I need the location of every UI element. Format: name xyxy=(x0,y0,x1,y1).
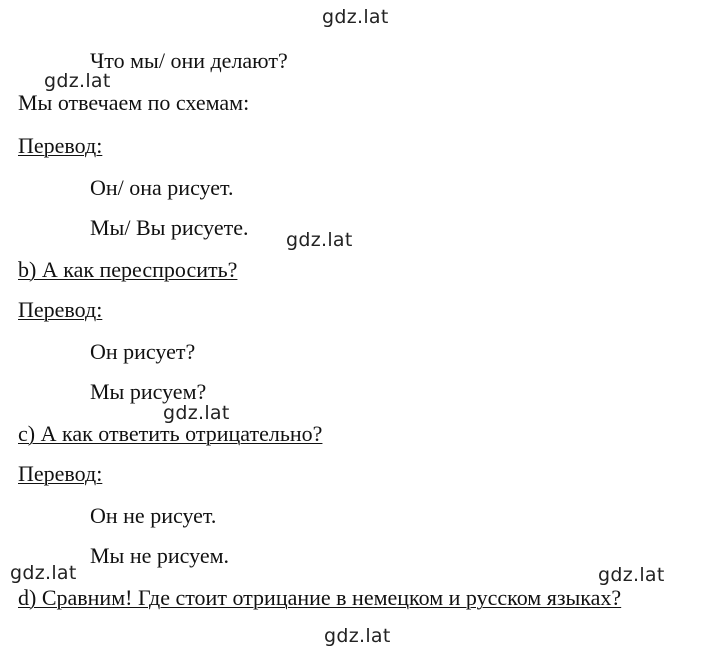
example-sentence: Мы рисуем? xyxy=(90,379,207,404)
watermark: gdz.lat xyxy=(163,402,230,424)
section-heading: d) Сравним! Где стоит отрицание в немецком и русском языках? xyxy=(18,585,622,610)
body-text: Мы отвечаем по схемам: xyxy=(18,90,250,115)
section-heading: c) А как ответить отрицательно? xyxy=(18,421,323,446)
section-heading: b) А как переспросить? xyxy=(18,257,238,282)
example-sentence: Мы не рисуем. xyxy=(90,543,230,568)
translation-heading: Перевод: xyxy=(18,297,103,322)
example-sentence: Он/ она рисует. xyxy=(90,175,234,200)
translation-heading: Перевод: xyxy=(18,461,103,486)
watermark: gdz.lat xyxy=(598,564,665,586)
question-text: Что мы/ они делают? xyxy=(90,48,288,73)
example-sentence: Он не рисует. xyxy=(90,503,217,528)
example-sentence: Он рисует? xyxy=(90,339,196,364)
example-sentence: Мы/ Вы рисуете. xyxy=(90,215,249,240)
watermark: gdz.lat xyxy=(44,70,111,92)
watermark: gdz.lat xyxy=(322,6,389,28)
watermark: gdz.lat xyxy=(324,625,391,647)
translation-heading: Перевод: xyxy=(18,133,103,158)
watermark: gdz.lat xyxy=(10,562,77,584)
watermark: gdz.lat xyxy=(286,229,353,251)
